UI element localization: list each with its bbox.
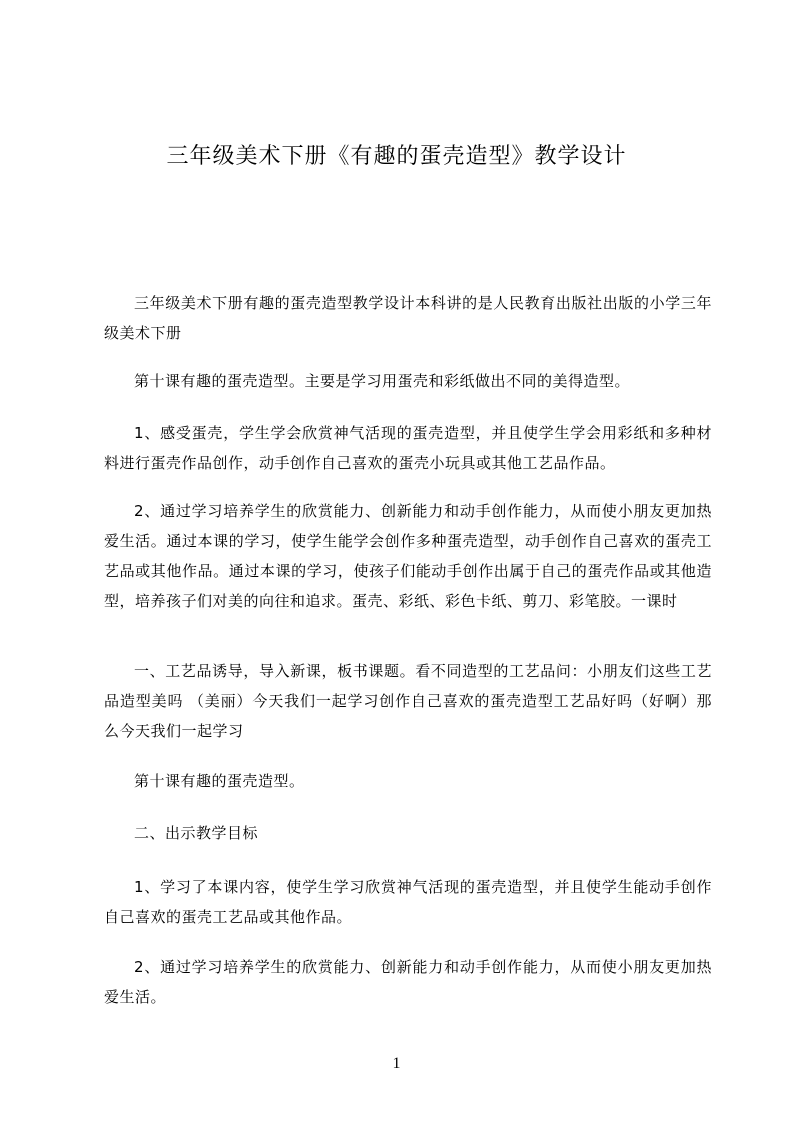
paragraph-lesson-ten-repeat: 第十课有趣的蛋壳造型。 xyxy=(134,772,305,790)
paragraph-goal-one: 1、感受蛋壳，学生学会欣赏神气活现的蛋壳造型，并且使学生学会用彩纸和多种材料进行蛋壳作品创作，动手创作自己喜欢的蛋壳小玩具或其他工艺品作品。 xyxy=(104,424,712,472)
paragraph-goal-two: 2、通过学习培养学生的欣赏能力、创新能力和动手创作能力，从而使小朋友更加热爱生活。通过本课的学习，使学生能学会创作多种蛋壳造型，动手创作自己喜欢的蛋壳工艺品或其他作品。通过本课的学习，使孩子们能动手创作出属于自己的蛋壳作品或其他造型，培养孩子们对美的向往和追求。蛋壳、彩纸、彩色卡纸、剪刀、彩笔胶。一课时 xyxy=(104,502,712,610)
paragraph-objective-one: 1、学习了本课内容，使学生学习欣赏神气活现的蛋壳造型，并且使学生能动手创作自己喜欢的蛋壳工艺品或其他作品。 xyxy=(104,878,712,926)
paragraph-step-one: 一、工艺品诱导，导入新课，板书课题。看不同造型的工艺品问：小朋友们这些工艺品造型美吗 （美丽）今天我们一起学习创作自己喜欢的蛋壳造型工艺品好吗（好啊）那么今天我们一起学习 xyxy=(104,662,712,740)
page-number: 1 xyxy=(392,1055,401,1072)
document-title: 三年级美术下册《有趣的蛋壳造型》教学设计 xyxy=(166,144,627,169)
paragraph-lesson-ten: 第十课有趣的蛋壳造型。主要是学习用蛋壳和彩纸做出不同的美得造型。 xyxy=(134,372,631,390)
paragraph-objective-two: 2、通过学习培养学生的欣赏能力、创新能力和动手创作能力，从而使小朋友更加热爱生活。 xyxy=(104,958,712,1006)
paragraph-intro: 三年级美术下册有趣的蛋壳造型教学设计本科讲的是人民教育出版社出版的小学三年级美术下册 xyxy=(104,294,712,342)
paragraph-step-two: 二、出示教学目标 xyxy=(134,824,259,842)
